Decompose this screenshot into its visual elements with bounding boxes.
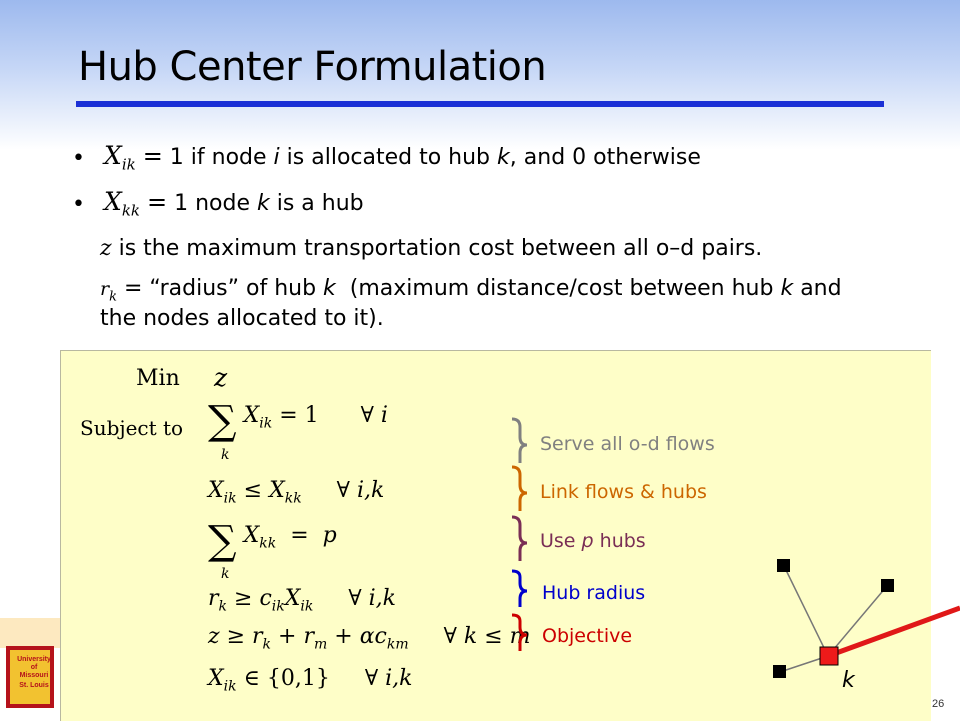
brace-link (512, 467, 527, 511)
hub-marker (820, 647, 838, 665)
bracket-group (500, 415, 530, 665)
logo-background (0, 618, 60, 648)
constraint-objective: $z \ge r_k + r_m + \alpha c_{km}$ ∀ k ≤ m (208, 624, 531, 653)
constraint-hub-radius: $r_k \ge c_{ik}X_{ik}$ ∀ i,k (208, 586, 396, 615)
subject-to-label: Subject to (80, 416, 184, 440)
annotation-link: Link flows & hubs (540, 481, 707, 503)
constraint-serve-all: ∑ $X_{ik} = 1$ ∀ i (208, 398, 388, 444)
constraint-p-hubs: ∑ $X_{kk} = p$ (208, 518, 337, 564)
page-number: 26 (932, 698, 945, 710)
bullet-icon: • (72, 146, 85, 171)
title-underline (76, 101, 884, 107)
annotation-radius: Hub radius (542, 582, 646, 604)
annotation-serve: Serve all o-d flows (540, 433, 715, 455)
constraint-binary: $X_{ik}$ ∈ {0,1} ∀ i,k (208, 666, 413, 695)
sum-index: k (221, 566, 230, 582)
node-marker (773, 665, 786, 678)
brace-p-hubs (512, 517, 527, 561)
min-variable: z (214, 363, 228, 392)
hub-label: k (842, 668, 855, 693)
z-definition: z is the maximum transportation cost between all o–d pairs. (100, 236, 763, 261)
bullet-1: $X_{ik} = 1$ if node i is allocated to hub k, and 0 otherwise (104, 141, 701, 174)
university-logo: University of Missouri St. Louis (6, 646, 54, 708)
slide-title: Hub Center Formulation (78, 44, 547, 90)
brace-serve (512, 419, 527, 463)
radius-definition-line-1: $r_k$ = “radius” of hub k (maximum distance/cost between hub k and (100, 276, 842, 305)
annotation-objective: Objective (542, 625, 633, 647)
min-label: Min (136, 366, 180, 391)
annotation-p-hubs: Use p hubs (540, 530, 646, 552)
node-marker (777, 559, 790, 572)
hub-diagram (760, 550, 960, 710)
bullet-icon: • (72, 192, 85, 217)
node-marker (881, 579, 894, 592)
radius-definition-line-2: the nodes allocated to it). (100, 306, 384, 331)
bullet-2: $X_{kk} = 1$ node k is a hub (104, 187, 364, 220)
constraint-link-flows: $X_{ik} \le X_{kk}$ ∀ i,k (208, 478, 385, 507)
sum-index: k (221, 447, 230, 463)
brace-radius (512, 571, 527, 607)
brace-objective (512, 615, 527, 651)
